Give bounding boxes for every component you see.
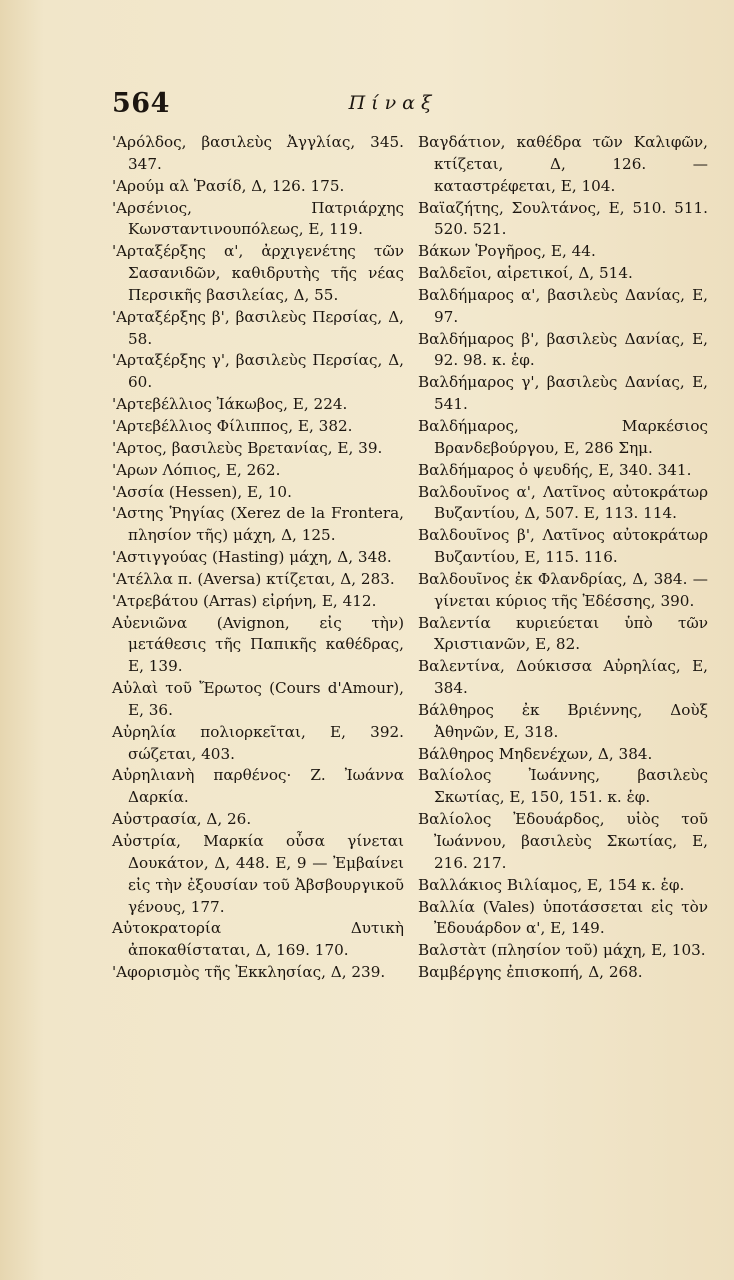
index-column-left <box>112 132 404 984</box>
index-column-right <box>418 132 708 984</box>
index-entry: Αὐτοκρατορία Δυτικὴ ἀποκαθίσταται, Δ, 169. 170. <box>112 919 404 960</box>
index-entry: Αὐενιῶνα (Avignon, εἰς τὴν) μετάθεσις τῆς Παπικῆς καθέδρας, Ε, 139. <box>112 613 404 676</box>
page-header <box>112 88 674 128</box>
index-entry: Βαλδουῖνος α', Λατῖνος αὐτοκράτωρ Βυζαντίου, Δ, 507. Ε, 113. 114. <box>418 482 708 523</box>
index-entry: Βάλθηρος Μηδενέχων, Δ, 384. <box>418 744 653 763</box>
index-entry: 'Αρτεβέλλιος Ἰάκωβος, Ε, 224. <box>112 395 348 414</box>
index-entry: 'Αρούμ αλ Ῥασίδ, Δ, 126. 175. <box>112 176 345 195</box>
index-entry: Βαλδουῖνος ἐκ Φλανδρίας, Δ, 384. — γίνεται κύριος τῆς Ἐδέσσης, 390. <box>418 569 708 610</box>
index-entry: Αὐρηλιανὴ παρθένος· Ζ. Ἰωάννα Δαρκία. <box>112 766 404 807</box>
index-entry: Βαλεντία κυριεύεται ὑπὸ τῶν Χριστιανῶν, Ε, 82. <box>418 613 708 654</box>
running-title: Πίναξ <box>348 92 438 114</box>
index-entry: Βαλεντίνα, Δούκισσα Αὐρηλίας, Ε, 384. <box>418 657 708 698</box>
index-entry: 'Αρόλδος, βασιλεὺς Ἀγγλίας, 345. 347. <box>112 133 404 173</box>
index-entry: Αὐστρία, Μαρκία οὖσα γίνεται Δουκάτον, Δ, 448. Ε, 9 — Ἐμβαίνει εἰς τὴν ἐξουσίαν τοῦ Ἀβσβουργικοῦ γένους, 177. <box>112 832 404 916</box>
index-entry: Βαλδήμαρος α', βασιλεὺς Δανίας, Ε, 97. <box>418 285 708 326</box>
index-entry: Βαλδουῖνος β', Λατῖνος αὐτοκράτωρ Βυζαντίου, Ε, 115. 116. <box>418 526 708 567</box>
index-entry: Βαλίολος Ἐδουάρδος, υἱὸς τοῦ Ἰωάννου, βασιλεὺς Σκωτίας, Ε, 216. 217. <box>418 810 708 872</box>
index-entry: 'Αφορισμὸς τῆς Ἐκκλησίας, Δ, 239. <box>112 963 386 982</box>
index-entry: Βαμβέργης ἐπισκοπή, Δ, 268. <box>418 963 643 982</box>
index-entry: Βάκων Ῥογῆρος, Ε, 44. <box>418 242 596 261</box>
index-entry: 'Ασσία (Hessen), Ε, 10. <box>112 482 292 501</box>
index-entry: Βαλδήμαρος γ', βασιλεὺς Δανίας, Ε, 541. <box>418 373 708 414</box>
index-entry: Αὐλαὶ τοῦ Ἔρωτος (Cours d'Amour), Ε, 36. <box>112 679 404 719</box>
index-entry: 'Αρταξέρξης β', βασιλεὺς Περσίας, Δ, 58. <box>112 307 404 348</box>
index-entry: 'Αρταξέρξης γ', βασιλεὺς Περσίας, Δ, 60. <box>112 351 404 392</box>
index-entry: 'Αστιγγούας (Hasting) μάχη, Δ, 348. <box>112 548 392 567</box>
index-entry: Βαϊαζήτης, Σουλτάνος, Ε, 510. 511. 520. 521. <box>418 198 708 239</box>
index-entry: 'Αρτος, βασιλεὺς Βρετανίας, Ε, 39. <box>112 438 383 457</box>
index-entry: 'Αρσένιος, Πατριάρχης Κωνσταντινουπόλεως, Ε, 119. <box>112 198 404 239</box>
index-entry: Βαλδήμαρος β', βασιλεὺς Δανίας, Ε, 92. 98. κ. ἑφ. <box>418 329 708 370</box>
index-entry: Βαλίολος Ἰωάννης, βασιλεὺς Σκωτίας, Ε, 150, 151. κ. ἑφ. <box>418 766 708 807</box>
index-entry: Βαλλάκιος Βιλίαμος, Ε, 154 κ. ἑφ. <box>418 875 685 894</box>
index-entry: Βαλδήμαρος, Μαρκέσιος Βρανδεβούργου, Ε, 286 Σημ. <box>418 416 708 457</box>
index-entry: Βαλστὰτ (πλησίον τοῦ) μάχη, Ε, 103. <box>418 941 706 960</box>
index-entry: Βαλλία (Vales) ὑποτάσσεται εἰς τὸν Ἐδουάρδον α', Ε, 149. <box>418 897 708 938</box>
index-entry: Βάλθηρος ἐκ Βριέννης, Δοὺξ Ἀθηνῶν, Ε, 318. <box>418 700 708 741</box>
index-entry: 'Αρων Λόπιος, Ε, 262. <box>112 460 281 479</box>
index-entry: Βαλδεῖοι, αἱρετικοί, Δ, 514. <box>418 264 633 283</box>
index-entry: Αὐρηλία πολιορκεῖται, Ε, 392. σώζεται, 403. <box>112 722 404 763</box>
index-entry: Βαγδάτιον, καθέδρα τῶν Καλιφῶν, κτίζεται, Δ, 126. — καταστρέφεται, Ε, 104. <box>418 133 708 195</box>
index-entry: 'Αρτεβέλλιος Φίλιππος, Ε, 382. <box>112 416 353 435</box>
index-entry: 'Ατέλλα π. (Aversa) κτίζεται, Δ, 283. <box>112 569 395 588</box>
index-entry: Βαλδήμαρος ὁ ψευδής, Ε, 340. 341. <box>418 460 692 479</box>
page-number: 564 <box>112 88 170 119</box>
index-entry: 'Αστης Ῥηγίας (Xerez de la Frontera, πλησίον τῆς) μάχη, Δ, 125. <box>112 504 404 545</box>
index-entry: 'Αρταξέρξης α', ἀρχιγενέτης τῶν Σασανιδῶν, καθιδρυτὴς τῆς νέας Περσικῆς βασιλείας, Δ, 55. <box>112 242 404 304</box>
index-entry: Αὐστρασία, Δ, 26. <box>112 810 252 829</box>
index-entry: 'Ατρεβάτου (Arras) εἰρήνη, Ε, 412. <box>112 591 377 610</box>
